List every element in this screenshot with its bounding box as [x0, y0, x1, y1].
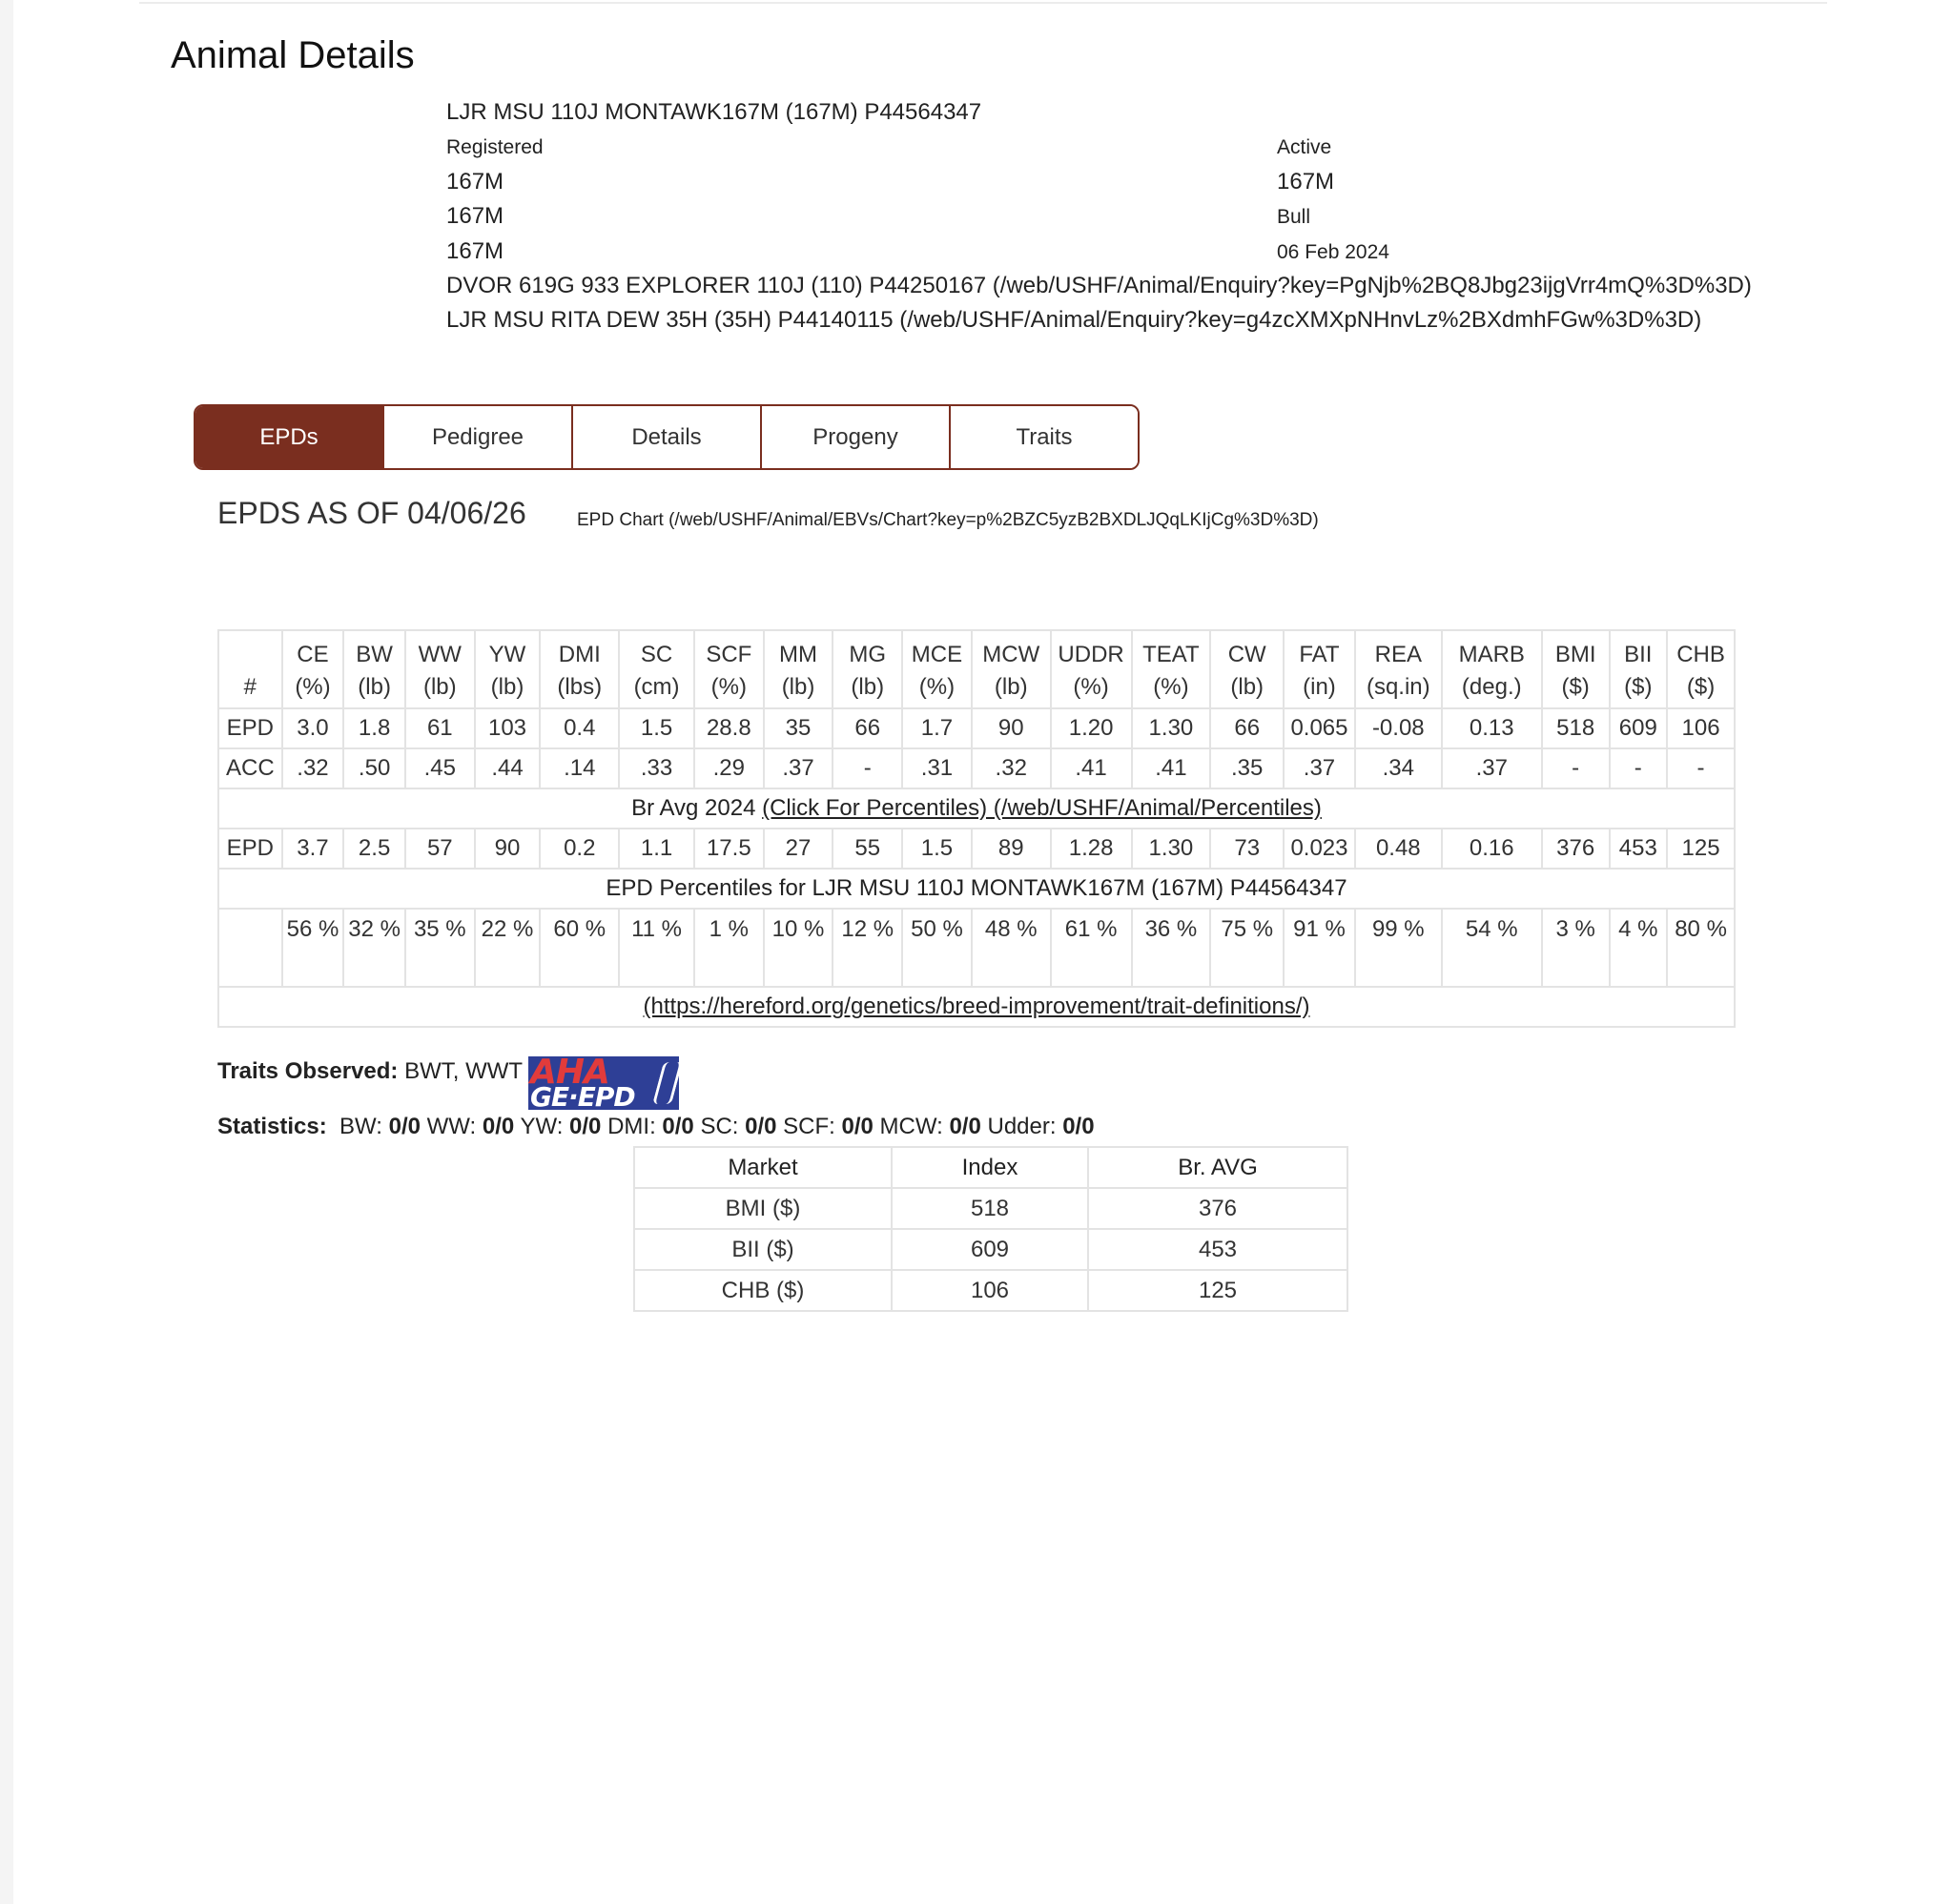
epd-cell: 2.5 [343, 829, 405, 869]
epd-header-name: BW [356, 642, 393, 667]
epd-cell: .14 [540, 748, 619, 788]
market-row [634, 1229, 1347, 1270]
market-cell: BII ($) [634, 1229, 892, 1270]
epd-header-cell [540, 630, 619, 708]
epd-header-cell [1542, 630, 1610, 708]
sex-value: Bull [1277, 206, 1311, 228]
epd-header-name: MM [779, 642, 818, 667]
br-avg-label: Br Avg 2024 [631, 795, 763, 821]
traits-observed-label: Traits Observed: [217, 1058, 399, 1084]
epd-header-name: CHB [1676, 642, 1725, 667]
trait-definitions-link[interactable]: (https://hereford.org/genetics/breed-improvement/trait-definitions/) [643, 993, 1310, 1019]
epd-header-cell [218, 630, 282, 708]
tab-traits[interactable]: Traits [951, 406, 1138, 468]
epd-cell: 3.7 [282, 829, 344, 869]
epd-cell: EPD [218, 829, 282, 869]
epd-cell: 1 % [694, 909, 764, 987]
status-value: Active [1277, 136, 1332, 158]
epd-header-unit: (lbs) [557, 674, 603, 700]
epd-header-cell [1051, 630, 1132, 708]
epd-cell: .34 [1355, 748, 1442, 788]
epd-cell: 73 [1210, 829, 1284, 869]
epd-header-cell [475, 630, 541, 708]
statistic-value: 0/0 [482, 1114, 515, 1139]
epd-header-unit: ($) [1686, 674, 1716, 700]
registration-status-value: Registered [446, 136, 544, 158]
epd-chart-link[interactable]: EPD Chart (/web/USHF/Animal/EBVs/Chart?key=p%2BZC5yzB2BXDLJQqLKIjCg%3D%3D) [577, 510, 1319, 530]
epd-header-name: MARB [1458, 642, 1525, 667]
statistic-value: 0/0 [841, 1114, 874, 1139]
epd-cell: 4 % [1610, 909, 1668, 987]
statistic-key: SCF: [776, 1114, 842, 1139]
epd-cell: 10 % [764, 909, 833, 987]
epd-header-name: CW [1227, 642, 1266, 667]
acc-row [218, 748, 1735, 788]
epd-cell: 17.5 [694, 829, 764, 869]
tab-progeny[interactable]: Progeny [762, 406, 951, 468]
dam-value[interactable]: LJR MSU RITA DEW 35H (35H) P44140115 (/web/USHF/Animal/Enquiry?key=g4zcXMXpNHnvLz%2BXdmhFGw%3D%3D) [446, 307, 1702, 333]
epd-header-name: FAT [1299, 642, 1340, 667]
epd-header-cell [1355, 630, 1442, 708]
market-cell: 106 [892, 1270, 1088, 1311]
epd-cell: 3.0 [282, 708, 344, 748]
statistic-key: Udder: [980, 1114, 1063, 1139]
epd-header-cell [764, 630, 833, 708]
epd-header-unit: (lb) [1230, 674, 1264, 700]
epd-cell: 32 % [343, 909, 405, 987]
epd-cell: 609 [1610, 708, 1668, 748]
market-cell: 609 [892, 1229, 1088, 1270]
epd-header-cell [1442, 630, 1542, 708]
epd-cell: 35 [764, 708, 833, 748]
herd-id-value: 167M [446, 238, 504, 264]
market-cell: CHB ($) [634, 1270, 892, 1311]
epd-cell: .32 [282, 748, 344, 788]
epd-header-name: # [243, 674, 257, 700]
epd-header-unit: (lb) [851, 674, 885, 700]
br-avg-title-row [218, 788, 1735, 829]
epd-cell: .32 [972, 748, 1051, 788]
date-of-birth-value: 06 Feb 2024 [1277, 241, 1389, 263]
epd-cell: 1.28 [1051, 829, 1132, 869]
statistic-key: MCW: [873, 1114, 950, 1139]
epd-header-cell [343, 630, 405, 708]
epd-cell: 518 [1542, 708, 1610, 748]
statistic-value: 0/0 [745, 1114, 777, 1139]
statistic-key: BW: [333, 1114, 389, 1139]
epd-header-unit: (cm) [633, 674, 680, 700]
epd-cell: 66 [833, 708, 902, 748]
epd-header-cell [833, 630, 902, 708]
traits-observed [217, 1058, 523, 1085]
statistic-value: 0/0 [1062, 1114, 1095, 1139]
epd-cell: 56 % [282, 909, 344, 987]
epd-header-unit: (lb) [422, 674, 457, 700]
epd-header-name: SCF [706, 642, 752, 667]
epd-cell: 103 [475, 708, 541, 748]
epd-cell: 28.8 [694, 708, 764, 748]
epd-header-name: REA [1374, 642, 1422, 667]
epd-header-name: UDDR [1058, 642, 1124, 667]
tab-bar [194, 404, 1140, 470]
epd-cell: 55 [833, 829, 902, 869]
epd-cell: 22 % [475, 909, 541, 987]
br-avg-row [218, 829, 1735, 869]
le-tattoo-value: 167M [446, 169, 504, 194]
epd-cell: 1.7 [902, 708, 972, 748]
epd-cell: 80 % [1667, 909, 1735, 987]
market-row [634, 1188, 1347, 1229]
epd-cell: 1.30 [1132, 829, 1211, 869]
epd-header-cell [972, 630, 1051, 708]
epd-cell: 50 % [902, 909, 972, 987]
percentiles-title-row [218, 869, 1735, 909]
statistics-label: Statistics: [217, 1114, 327, 1139]
epd-cell: 1.5 [902, 829, 972, 869]
epd-header-unit: (deg.) [1461, 674, 1522, 700]
statistic-value: 0/0 [949, 1114, 981, 1139]
epd-cell: 36 % [1132, 909, 1211, 987]
epd-header-unit: (%) [295, 674, 331, 700]
epd-header-unit: ($) [1561, 674, 1590, 700]
epd-header-name: SC [640, 642, 673, 667]
sire-value[interactable]: DVOR 619G 933 EXPLORER 110J (110) P44250167 (/web/USHF/Animal/Enquiry?key=PgNjb%2BQ8Jbg23ijgVrr4mQ%3D%3D) [446, 273, 1752, 298]
market-header-cell: Br. AVG [1088, 1147, 1347, 1188]
percentiles-link[interactable]: (Click For Percentiles) (/web/USHF/Animal/Percentiles) [762, 795, 1322, 821]
epd-cell: 99 % [1355, 909, 1442, 987]
epd-header-cell [619, 630, 694, 708]
epds-heading: EPDS AS OF 04/06/26 [217, 496, 526, 530]
epd-header-unit: (%) [1153, 674, 1189, 700]
statistic-value: 0/0 [388, 1114, 421, 1139]
epd-cell: 3 % [1542, 909, 1610, 987]
epd-cell: 1.8 [343, 708, 405, 748]
epd-cell: - [1542, 748, 1610, 788]
epd-header-unit: (lb) [994, 674, 1028, 700]
percentile-row [218, 909, 1735, 987]
statistic-key: WW: [420, 1114, 483, 1139]
epd-header-cell [1667, 630, 1735, 708]
logo-ge-epd-text: GE·EPD [530, 1081, 635, 1110]
epd-cell: 54 % [1442, 909, 1542, 987]
epd-header-name: TEAT [1142, 642, 1200, 667]
epd-cell: ACC [218, 748, 282, 788]
epd-cell: .37 [1442, 748, 1542, 788]
epd-header-unit: (sq.in) [1366, 674, 1430, 700]
market-cell: 518 [892, 1188, 1088, 1229]
epd-cell: 0.48 [1355, 829, 1442, 869]
statistic-value: 0/0 [569, 1114, 602, 1139]
epd-header-unit: ($) [1624, 674, 1653, 700]
percentiles-title-row-cell: EPD Percentiles for LJR MSU 110J MONTAWK167M (167M) P44564347 [218, 869, 1735, 909]
epd-cell: -0.08 [1355, 708, 1442, 748]
epd-cell: 75 % [1210, 909, 1284, 987]
epd-table [217, 629, 1736, 1028]
market-header-cell: Index [892, 1147, 1088, 1188]
epd-cell: 0.023 [1284, 829, 1355, 869]
epd-header-row [218, 630, 1735, 708]
epd-cell: - [1610, 748, 1668, 788]
epd-header-unit: (lb) [490, 674, 524, 700]
tab-epds[interactable]: EPDs [195, 406, 384, 468]
tattoo-value: 167M [446, 203, 504, 229]
epd-header-cell [1132, 630, 1211, 708]
epd-cell: 66 [1210, 708, 1284, 748]
epd-cell: 106 [1667, 708, 1735, 748]
market-cell: 376 [1088, 1188, 1347, 1229]
epd-cell: - [1667, 748, 1735, 788]
epd-cell: 376 [1542, 829, 1610, 869]
re-tattoo-value: 167M [1277, 169, 1335, 194]
market-table [633, 1146, 1348, 1312]
epd-cell: 57 [405, 829, 475, 869]
epd-cell: .35 [1210, 748, 1284, 788]
epd-cell: .41 [1051, 748, 1132, 788]
epd-cell: 90 [475, 829, 541, 869]
epd-cell: 0.065 [1284, 708, 1355, 748]
page [13, 0, 1953, 1904]
page-title: Animal Details [171, 34, 415, 76]
epd-header-cell [282, 630, 344, 708]
epd-row [218, 708, 1735, 748]
epd-header-name: MCE [911, 642, 963, 667]
epd-cell: - [833, 748, 902, 788]
epd-header-name: BII [1624, 642, 1653, 667]
epd-cell: 11 % [619, 909, 694, 987]
epd-header-unit: (lb) [358, 674, 391, 700]
statistic-key: DMI: [601, 1114, 663, 1139]
epd-header-unit: (lb) [781, 674, 815, 700]
epd-cell: EPD [218, 708, 282, 748]
epd-header-unit: (in) [1303, 674, 1336, 700]
epd-header-unit: (%) [918, 674, 956, 700]
epd-header-name: CE [297, 642, 329, 667]
epd-cell: 0.4 [540, 708, 619, 748]
statistic-value: 0/0 [662, 1114, 694, 1139]
epd-cell: 60 % [540, 909, 619, 987]
traits-observed-value: BWT, WWT [398, 1058, 524, 1084]
epd-cell: 91 % [1284, 909, 1355, 987]
market-cell: 125 [1088, 1270, 1347, 1311]
trait-definitions-row-cell [218, 987, 1735, 1027]
epd-header-name: MCW [982, 642, 1040, 667]
epd-cell: .33 [619, 748, 694, 788]
epd-cell: 1.30 [1132, 708, 1211, 748]
epd-cell: 12 % [833, 909, 902, 987]
epd-header-name: BMI [1554, 642, 1596, 667]
animal-value: LJR MSU 110J MONTAWK167M (167M) P44564347 [446, 99, 982, 125]
dna-strand-icon [652, 1062, 679, 1104]
epd-cell [218, 909, 282, 987]
epd-cell: 125 [1667, 829, 1735, 869]
epd-cell: .41 [1132, 748, 1211, 788]
epd-cell: 1.5 [619, 708, 694, 748]
tab-pedigree[interactable]: Pedigree [384, 406, 573, 468]
aha-ge-epd-logo [528, 1056, 679, 1110]
epd-cell: 453 [1610, 829, 1668, 869]
epd-cell: .45 [405, 748, 475, 788]
epd-cell: 61 % [1051, 909, 1132, 987]
epd-header-cell [694, 630, 764, 708]
epd-cell: .37 [1284, 748, 1355, 788]
market-cell: BMI ($) [634, 1188, 892, 1229]
market-cell: 453 [1088, 1229, 1347, 1270]
epd-header-cell [1610, 630, 1668, 708]
epd-header-name: WW [418, 642, 462, 667]
epd-cell: 0.13 [1442, 708, 1542, 748]
epd-cell: 48 % [972, 909, 1051, 987]
epd-cell: 90 [972, 708, 1051, 748]
statistic-key: SC: [693, 1114, 746, 1139]
epd-header-cell [1284, 630, 1355, 708]
market-header-cell: Market [634, 1147, 892, 1188]
epd-header-name: MG [849, 642, 887, 667]
epd-header-unit: (%) [710, 674, 747, 700]
logo-aha-text: AHA [530, 1056, 609, 1092]
statistic-key: YW: [514, 1114, 570, 1139]
epd-header-cell [1210, 630, 1284, 708]
epd-cell: 1.1 [619, 829, 694, 869]
epd-cell: 89 [972, 829, 1051, 869]
epd-cell: 0.16 [1442, 829, 1542, 869]
epd-cell: .37 [764, 748, 833, 788]
market-row [634, 1270, 1347, 1311]
epd-cell: .44 [475, 748, 541, 788]
tab-details[interactable]: Details [573, 406, 762, 468]
epd-cell: 0.2 [540, 829, 619, 869]
epd-cell: .31 [902, 748, 972, 788]
top-divider [139, 2, 1827, 4]
epd-header-name: DMI [558, 642, 601, 667]
epd-cell: 61 [405, 708, 475, 748]
epd-cell: 27 [764, 829, 833, 869]
epd-cell: .29 [694, 748, 764, 788]
epd-cell: 35 % [405, 909, 475, 987]
epd-header-unit: (%) [1073, 674, 1109, 700]
market-header-row [634, 1147, 1347, 1188]
epd-header-cell [902, 630, 972, 708]
epd-header-name: YW [488, 642, 526, 667]
trait-definitions-row [218, 987, 1735, 1027]
br-avg-title-row-cell [218, 788, 1735, 829]
epd-cell: 1.20 [1051, 708, 1132, 748]
epd-cell: .50 [343, 748, 405, 788]
statistics [217, 1114, 1095, 1140]
epd-header-cell [405, 630, 475, 708]
